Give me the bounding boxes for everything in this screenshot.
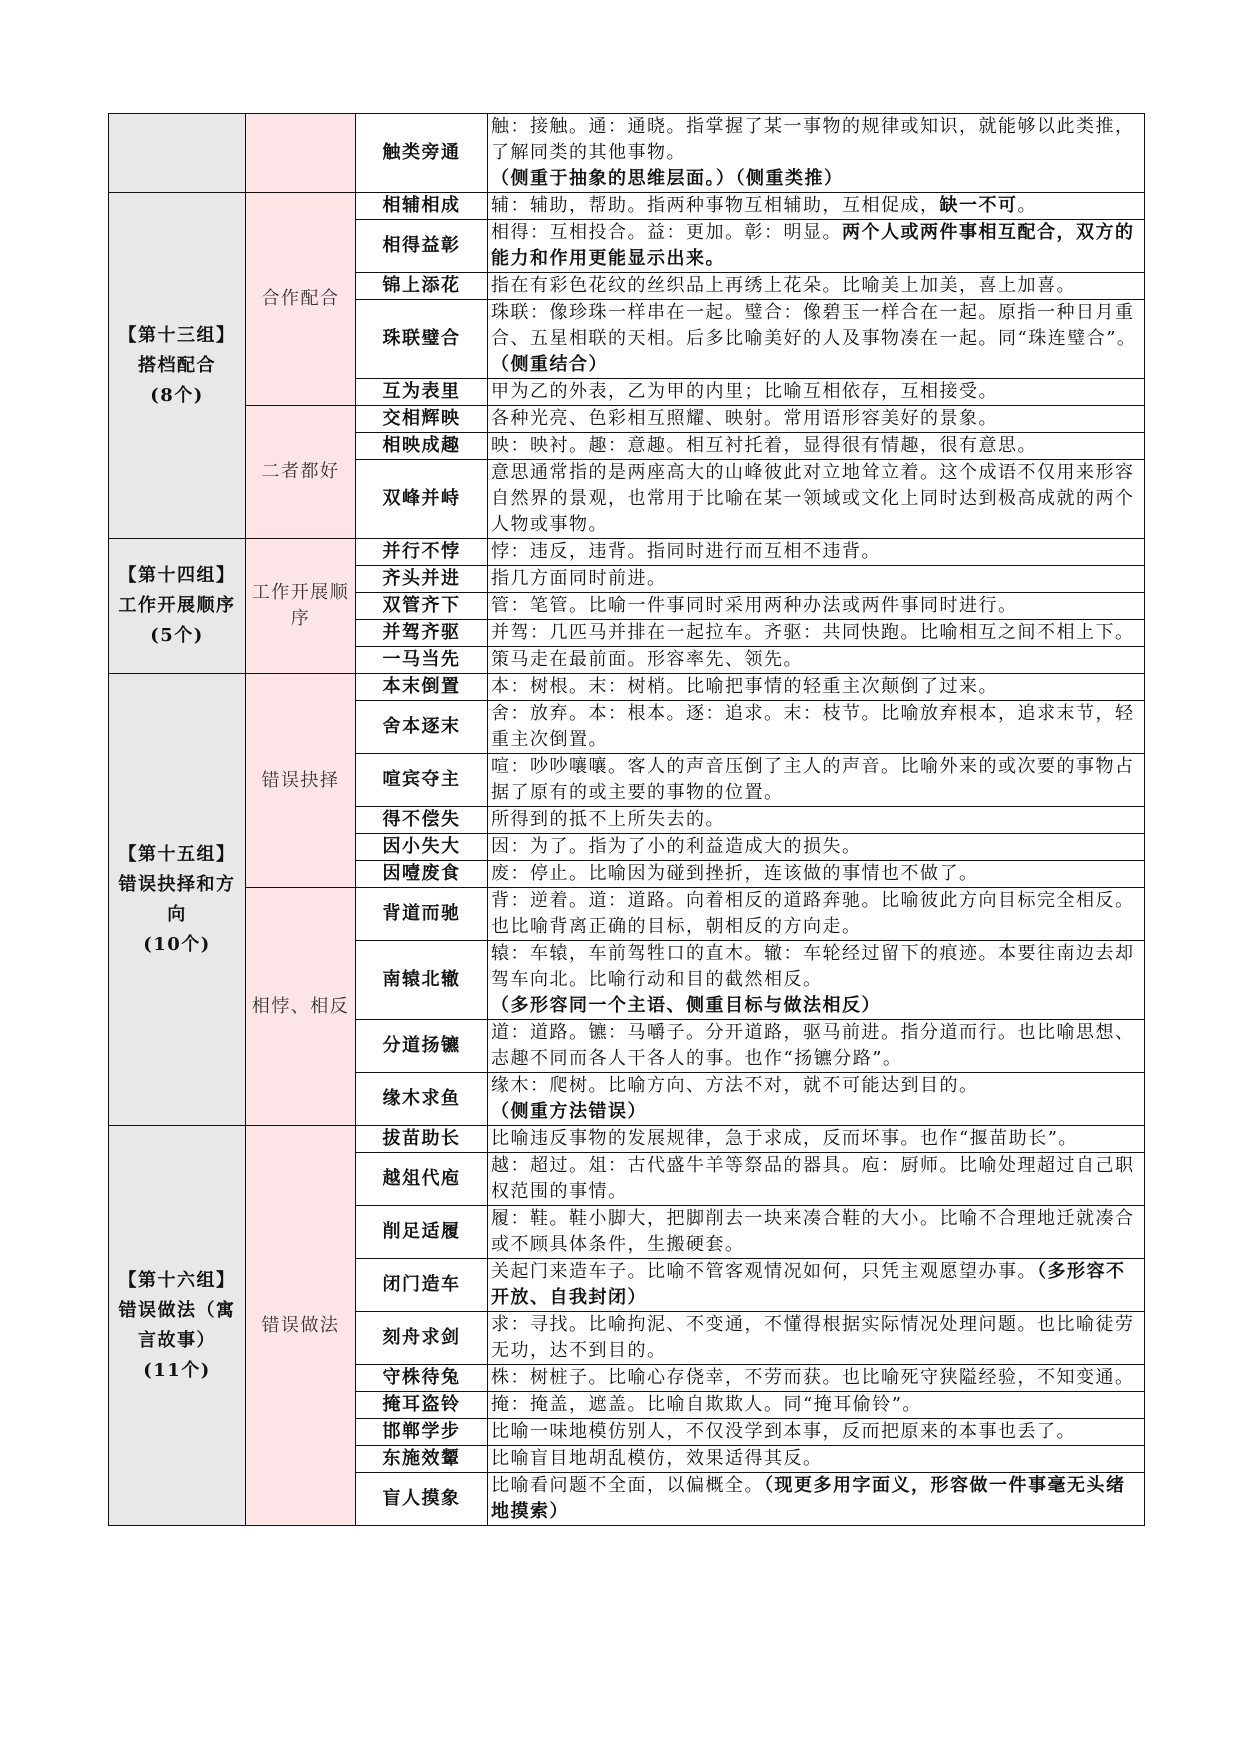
description-text: 求：寻找。比喻拘泥、不变通，不懂得根据实际情况处理问题。也比喻徒劳无功，达不到目的。 — [491, 1314, 1135, 1361]
group-label-line: (10个) — [143, 933, 211, 955]
idiom-cell: 缘木求鱼 — [356, 1073, 488, 1126]
idiom-description — [488, 1392, 1145, 1419]
description-text: 并驾：几匹马并排在一起拉车。齐驱：共同快跑。比喻相互之间不相上下。 — [491, 622, 1135, 643]
idiom-cell: 触类旁通 — [356, 114, 488, 193]
idiom-description — [488, 300, 1145, 379]
table-row — [109, 674, 1145, 701]
idiom-description — [488, 1259, 1145, 1312]
idiom-cell: 闭门造车 — [356, 1259, 488, 1312]
group-label-cell — [109, 539, 246, 674]
subgroup-label — [246, 114, 356, 193]
idiom-cell: 削足适履 — [356, 1206, 488, 1259]
description-text: 珠联：像珍珠一样串在一起。璧合：像碧玉一样合在一起。原指一种日月重合、五星相联的天相。后多比喻美好的人及事物凑在一起。同“珠连璧合”。 — [491, 302, 1137, 349]
group-label-line: 【第十四组】 — [118, 565, 236, 586]
group-label-cell — [109, 674, 246, 1126]
description-text: 本：树根。末：树梢。比喻把事情的轻重主次颠倒了过来。 — [491, 676, 998, 697]
description-text: 道：道路。镳：马嚼子。分开道路，驱马前进。指分道而行。也比喻思想、志趣不同而各人干各人的事。也作“扬镳分路”。 — [491, 1022, 1135, 1069]
description-text: 缘木：爬树。比喻方向、方法不对，就不可能达到目的。 — [491, 1075, 979, 1096]
idiom-cell: 邯郸学步 — [356, 1419, 488, 1446]
idiom-description — [488, 114, 1145, 193]
description-text: 比喻盲目地胡乱模仿，效果适得其反。 — [491, 1448, 823, 1469]
description-text: 相得：互相投合。益：更加。彰：明显。 — [491, 222, 842, 243]
group-label-line: 错误抉择和方向 — [118, 873, 236, 925]
group-label-line: 【第十五组】 — [118, 843, 236, 865]
idiom-description — [488, 193, 1145, 220]
description-text: 触：接触。通：通晓。指掌握了某一事物的规律或知识，就能够以此类推，了解同类的其他事物。 — [491, 116, 1135, 163]
description-text: 指几方面同时前进。 — [491, 568, 667, 589]
subgroup-label: 二者都好 — [246, 406, 356, 539]
subgroup-label: 错误做法 — [246, 1126, 356, 1526]
emphasis-text: （侧重结合） — [491, 354, 608, 375]
idiom-description — [488, 273, 1145, 300]
description-text: 喧：吵吵嚷嚷。客人的声音压倒了主人的声音。比喻外来的或次要的事物占据了原有的或主要的事物的位置。 — [491, 756, 1135, 803]
idiom-cell: 因小失大 — [356, 834, 488, 861]
description-text: 比喻一味地模仿别人，不仅没学到本事，反而把原来的本事也丢了。 — [491, 1421, 1076, 1442]
idiom-description — [488, 941, 1145, 1020]
idiom-cell: 喧宾夺主 — [356, 754, 488, 807]
group-label-line: 【第十六组】 — [118, 1269, 236, 1291]
idiom-cell: 一马当先 — [356, 647, 488, 674]
description-text: 舍：放弃。本：根本。逐：追求。末：枝节。比喻放弃根本，追求末节，轻重主次倒置。 — [491, 703, 1135, 750]
idiom-cell: 并驾齐驱 — [356, 620, 488, 647]
idiom-description — [488, 1473, 1145, 1526]
idiom-cell: 并行不悖 — [356, 539, 488, 566]
idiom-cell: 因噎废食 — [356, 861, 488, 888]
idiom-cell: 相映成趣 — [356, 433, 488, 460]
description-text: 履：鞋。鞋小脚大，把脚削去一块来凑合鞋的大小。比喻不合理地迁就凑合或不顾具体条件，生搬硬套。 — [491, 1208, 1135, 1255]
idiom-cell: 双峰并峙 — [356, 460, 488, 539]
emphasis-text: （多形容同一个主语、侧重目标与做法相反） — [491, 995, 881, 1016]
idiom-cell: 相辅相成 — [356, 193, 488, 220]
subgroup-label: 合作配合 — [246, 193, 356, 406]
description-text: 所得到的抵不上所失去的。 — [491, 809, 725, 830]
idiom-cell: 分道扬镳 — [356, 1020, 488, 1073]
group-label-line: (11个) — [143, 1359, 211, 1381]
idiom-description — [488, 539, 1145, 566]
group-label-line: 错误做法（寓言故事） — [118, 1299, 236, 1351]
description-text: 映：映衬。趣：意趣。相互衬托着，显得很有情趣，很有意思。 — [491, 435, 1037, 456]
idiom-cell: 盲人摸象 — [356, 1473, 488, 1526]
description-text: 掩：掩盖，遮盖。比喻自欺欺人。同“掩耳偷铃”。 — [491, 1394, 922, 1415]
idiom-description — [488, 566, 1145, 593]
subgroup-label: 工作开展顺序 — [246, 539, 356, 674]
group-label-line: 【第十三组】 — [118, 324, 236, 346]
idiom-cell: 互为表里 — [356, 379, 488, 406]
idiom-cell: 守株待兔 — [356, 1365, 488, 1392]
idiom-cell: 本末倒置 — [356, 674, 488, 701]
description-text: 管：笔管。比喻一件事同时采用两种办法或两件事同时进行。 — [491, 595, 1018, 616]
description-text: 比喻违反事物的发展规律，急于求成，反而坏事。也作“揠苗助长”。 — [491, 1128, 1078, 1149]
emphasis-text: （侧重方法错误） — [491, 1101, 647, 1122]
idiom-description — [488, 620, 1145, 647]
idiom-description — [488, 1206, 1145, 1259]
idiom-description — [488, 593, 1145, 620]
table-row — [109, 406, 1145, 433]
idiom-description — [488, 379, 1145, 406]
description-text: 关起门来造车子。比喻不管客观情况如何，只凭主观愿望办事。 — [491, 1261, 1037, 1282]
description-text: 甲为乙的外表，乙为甲的内里；比喻互相依存，互相接受。 — [491, 381, 998, 402]
emphasis-text: （现更多用字面义，形容做一件事毫无头绪地摸索） — [491, 1475, 1126, 1522]
idiom-description — [488, 701, 1145, 754]
idiom-description — [488, 674, 1145, 701]
group-label-cell — [109, 114, 246, 193]
idiom-description — [488, 834, 1145, 861]
group-label-cell — [109, 193, 246, 539]
description-text: 意思通常指的是两座高大的山峰彼此对立地耸立着。这个成语不仅用来形容自然界的景观，也常用于比喻在某一领域或文化上同时达到极高成就的两个人物或事物。 — [491, 462, 1135, 535]
idiom-description — [488, 1312, 1145, 1365]
idiom-description — [488, 1365, 1145, 1392]
subgroup-label: 相悖、相反 — [246, 888, 356, 1126]
idiom-cell: 得不偿失 — [356, 807, 488, 834]
description-text: 废：停止。比喻因为碰到挫折，连该做的事情也不做了。 — [491, 863, 979, 884]
description-text: 辅：辅助，帮助。指两种事物互相辅助，互相促成， — [491, 195, 940, 216]
idiom-description — [488, 220, 1145, 273]
description-text: 各种光亮、色彩相互照耀、映射。常用语形容美好的景象。 — [491, 408, 998, 429]
group-label-cell — [109, 1126, 246, 1526]
idiom-table — [108, 113, 1145, 1526]
idiom-description — [488, 1153, 1145, 1206]
idiom-description — [488, 460, 1145, 539]
description-text: 背：逆着。道：道路。向着相反的道路奔驰。比喻彼此方向目标完全相反。也比喻背离正确的目标，朝相反的方向走。 — [491, 890, 1135, 937]
idiom-description — [488, 807, 1145, 834]
idiom-description — [488, 1073, 1145, 1126]
group-label-line: (8个) — [150, 384, 204, 406]
group-label-line: (5个) — [150, 625, 204, 646]
description-text: 因：为了。指为了小的利益造成大的损失。 — [491, 836, 862, 857]
idiom-description — [488, 861, 1145, 888]
idiom-cell: 舍本逐末 — [356, 701, 488, 754]
idiom-description — [488, 1126, 1145, 1153]
idiom-cell: 背道而驰 — [356, 888, 488, 941]
description-text: 悖：违反，违背。指同时进行而互相不违背。 — [491, 541, 881, 562]
idiom-cell: 刻舟求剑 — [356, 1312, 488, 1365]
description-text: 。 — [1017, 195, 1037, 216]
group-label-line: 搭档配合 — [138, 354, 216, 376]
subgroup-label: 错误抉择 — [246, 674, 356, 888]
idiom-cell: 相得益彰 — [356, 220, 488, 273]
table-row — [109, 193, 1145, 220]
idiom-description — [488, 647, 1145, 674]
table-row — [109, 114, 1145, 193]
idiom-description — [488, 1419, 1145, 1446]
idiom-description — [488, 1020, 1145, 1073]
idiom-description — [488, 433, 1145, 460]
idiom-cell: 越俎代庖 — [356, 1153, 488, 1206]
idiom-description — [488, 754, 1145, 807]
idiom-description — [488, 888, 1145, 941]
description-text: 比喻看问题不全面，以偏概全。 — [491, 1475, 764, 1496]
emphasis-text: （多形容不开放、自我封闭） — [491, 1261, 1126, 1308]
idiom-cell: 珠联璧合 — [356, 300, 488, 379]
idiom-cell: 齐头并进 — [356, 566, 488, 593]
table-row — [109, 1126, 1145, 1153]
description-text: 辕：车辕，车前驾牲口的直木。辙：车轮经过留下的痕迹。本要往南边去却驾车向北。比喻行动和目的截然相反。 — [491, 943, 1135, 990]
description-text: 越：超过。俎：古代盛牛羊等祭品的器具。庖：厨师。比喻处理超过自己职权范围的事情。 — [491, 1155, 1135, 1202]
idiom-description — [488, 406, 1145, 433]
group-label-line: 工作开展顺序 — [118, 595, 236, 616]
description-text: 株：树桩子。比喻心存侥幸，不劳而获。也比喻死守狭隘经验，不知变通。 — [491, 1367, 1135, 1388]
table-row — [109, 539, 1145, 566]
emphasis-text: 两个人或两件事相互配合，双方的能力和作用更能显示出来。 — [491, 222, 1135, 269]
idiom-cell: 东施效颦 — [356, 1446, 488, 1473]
table-row — [109, 888, 1145, 941]
idiom-cell: 交相辉映 — [356, 406, 488, 433]
idiom-cell: 双管齐下 — [356, 593, 488, 620]
description-text: 策马走在最前面。形容率先、领先。 — [491, 649, 803, 670]
idiom-cell: 锦上添花 — [356, 273, 488, 300]
emphasis-text: 缺一不可 — [939, 195, 1018, 216]
idiom-cell: 掩耳盗铃 — [356, 1392, 488, 1419]
idiom-description — [488, 1446, 1145, 1473]
idiom-cell: 拔苗助长 — [356, 1126, 488, 1153]
description-text: 指在有彩色花纹的丝织品上再绣上花朵。比喻美上加美，喜上加喜。 — [491, 275, 1076, 296]
emphasis-text: （侧重于抽象的思维层面。）（侧重类推） — [491, 168, 844, 189]
idiom-cell: 南辕北辙 — [356, 941, 488, 1020]
